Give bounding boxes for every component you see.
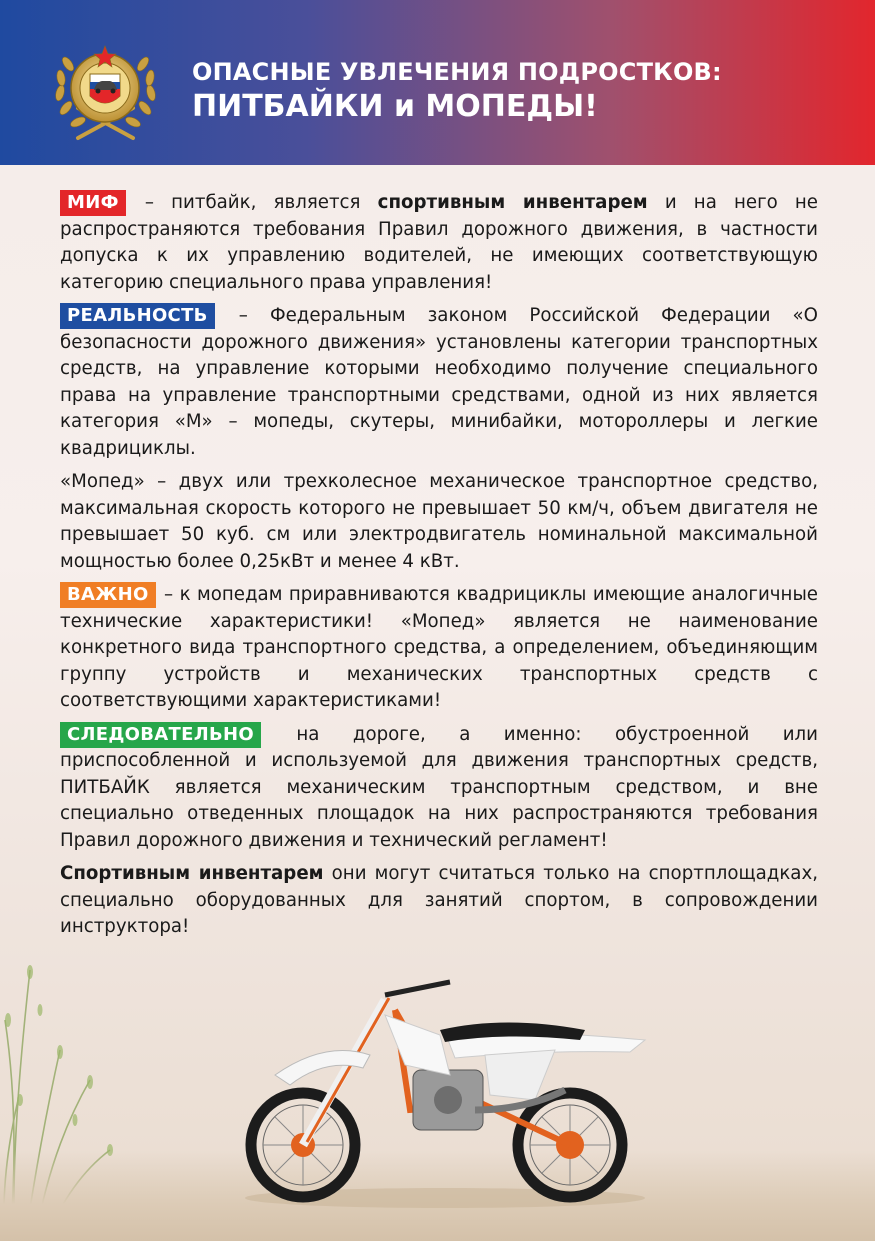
reality-tag: РЕАЛЬНОСТЬ xyxy=(60,303,215,329)
traffic-police-emblem-icon xyxy=(48,38,163,146)
myth-text-a: – питбайк, является xyxy=(127,192,378,213)
sport-text: они могут считаться только на спортплощадках, специально оборудованных для занятий спортом, в сопровождении инструктора! xyxy=(60,863,818,937)
header-banner xyxy=(0,0,875,165)
myth-bold: спортивным инвентарем xyxy=(377,192,648,213)
moped-paragraph xyxy=(60,469,818,575)
page-title xyxy=(192,58,722,126)
reality-text: – Федеральным законом Российской Федерации «О безопасности дорожного движения» установлены категории транспортных средств, на управление которыми необходимо получение специального права на управление транспортными средствами, одной из них является категория «М» – мопеды, скутеры, минибайки, мотороллеры и легкие квадрициклы. xyxy=(60,305,818,459)
important-tag: ВАЖНО xyxy=(60,582,156,608)
dirt-bike-illustration xyxy=(235,960,655,1210)
myth-tag: МИФ xyxy=(60,190,126,216)
therefore-tag: СЛЕДОВАТЕЛЬНО xyxy=(60,722,261,748)
moped-text: «Мопед» – двух или трехколесное механическое транспортное средство, максимальная скорость которого не превышает 50 км/ч, объем двигателя не превышает 50 куб. см или электродвигатель номинальной максимальной мощностью более 0,25кВт и менее 4 кВт. xyxy=(60,471,818,572)
myth-text-b: и на него не распространяются требования Правил дорожного движения, в частности допуска к их управлению водителей, не имеющих соответствующую категорию специального права управления! xyxy=(60,192,818,293)
title-line-2: ПИТБАЙКИ и МОПЕДЫ! xyxy=(192,89,598,125)
reality-paragraph xyxy=(60,303,818,462)
important-paragraph xyxy=(60,582,818,715)
myth-paragraph xyxy=(60,190,818,296)
sport-paragraph xyxy=(60,861,818,941)
title-line-1: ОПАСНЫЕ УВЛЕЧЕНИЯ ПОДРОСТКОВ: xyxy=(192,58,722,86)
important-text: – к мопедам приравниваются квадрициклы имеющие аналогичные технические характеристики! «Мопед» является не наименование конкретного вида транспортного средства, а определением, объединяющим группу устройств и механических транспортных средств с соответствующими характеристиками! xyxy=(60,584,818,711)
sport-bold: Спортивным инвентарем xyxy=(60,863,324,884)
main-text xyxy=(60,190,818,948)
therefore-text: на дороге, а именно: обустроенной или приспособленной и используемой для движения транспортных средств, ПИТБАЙК является механическим транспортным средством, и вне специально отведенных площадок на них распространяются требования Правил дорожного движения и технический регламент! xyxy=(60,723,818,851)
therefore-paragraph xyxy=(60,722,818,855)
